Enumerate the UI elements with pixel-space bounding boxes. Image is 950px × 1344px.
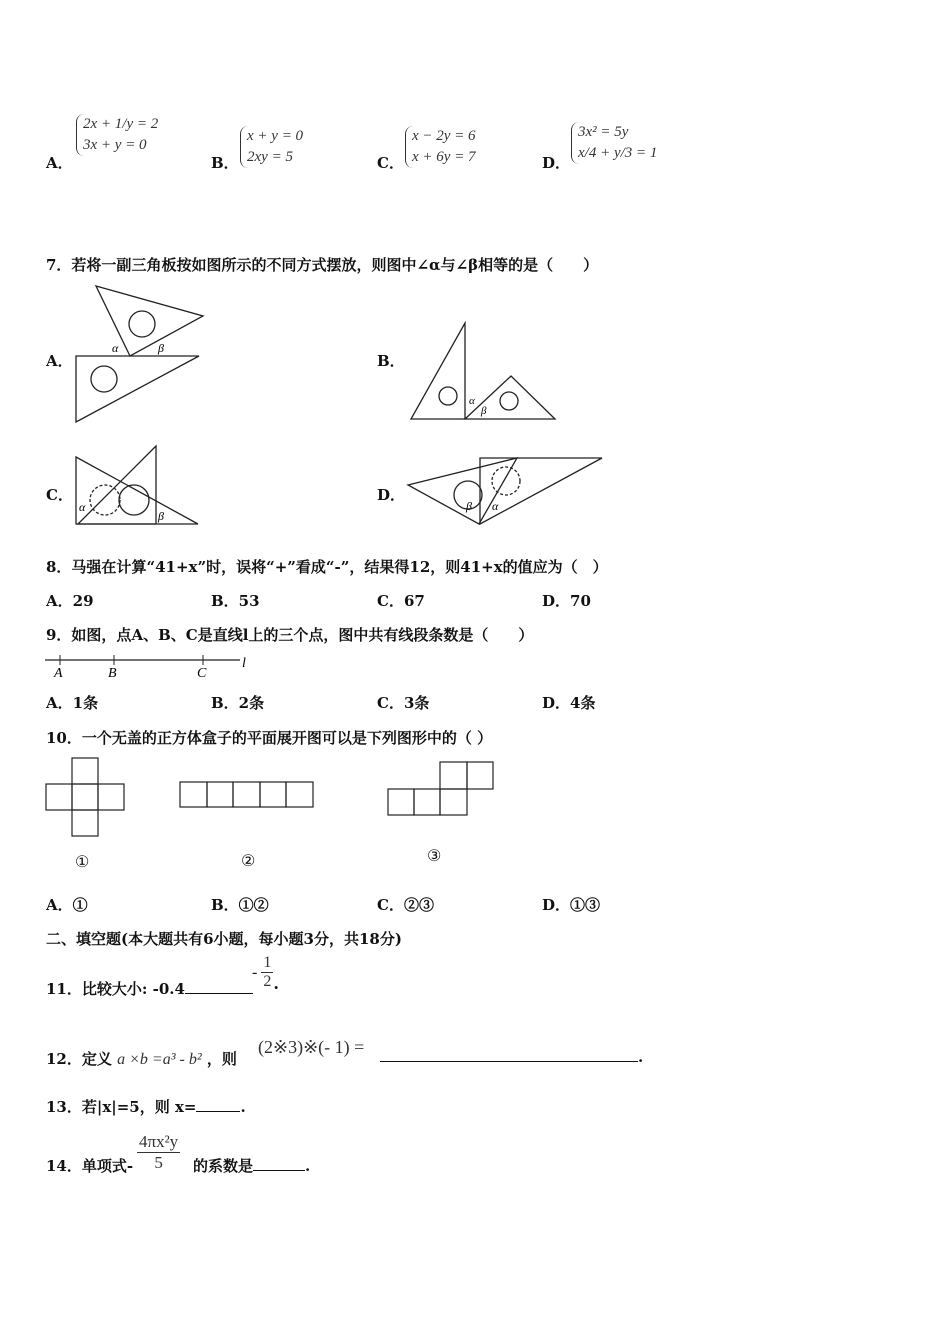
q10f1-square — [98, 784, 124, 810]
q14-suffix: 的系数是 — [193, 1157, 254, 1175]
q7b-alpha: α — [469, 395, 475, 407]
q6-option-d-label: D． — [542, 154, 571, 172]
q7-figure-a — [72, 284, 207, 426]
q6-option-a-label: A． — [46, 154, 73, 172]
q13-text: 13．若|x|=5，则 x= — [46, 1098, 197, 1116]
q7-figure-c — [72, 443, 204, 527]
q6-b-eq1: x + y = 0 — [247, 128, 304, 144]
q9-point-b: B — [108, 666, 117, 681]
q7d-circle-2 — [492, 467, 520, 495]
q14-answer-blank[interactable] — [253, 1170, 305, 1171]
q10f2-square — [180, 782, 207, 807]
q11-numerator: 1 — [263, 954, 272, 971]
q8-option-d: D．70 — [542, 592, 591, 610]
q14-end: . — [305, 1157, 311, 1175]
q12-suffix: . — [638, 1048, 644, 1066]
q7-option-c-label: C． — [46, 486, 73, 504]
q13 — [46, 1096, 246, 1117]
q13-answer-blank[interactable] — [196, 1111, 240, 1112]
q6-c-eq1: x − 2y = 6 — [412, 128, 476, 144]
q6-option-c-system — [405, 126, 476, 168]
q10f1-square — [72, 784, 98, 810]
q8-option-b: B．53 — [211, 592, 260, 610]
q14-fraction — [137, 1132, 180, 1173]
q11-denominator: 2 — [263, 973, 272, 990]
q6-d-eq1: 3x² = 5y — [578, 124, 629, 140]
q10f3-square — [467, 762, 493, 789]
q7a-circle-top — [129, 311, 155, 337]
q8-option-a: A．29 — [46, 592, 94, 610]
q7-figure-b — [405, 320, 560, 424]
q12-answer-blank[interactable] — [380, 1061, 638, 1062]
q9-option-c: C．3条 — [377, 694, 430, 712]
q10-figure-2-label: ② — [241, 851, 256, 870]
q6-option-b-system — [240, 126, 303, 168]
q10f1-square — [72, 758, 98, 784]
q7c-beta: β — [158, 509, 164, 523]
q10f2-square — [207, 782, 233, 807]
q8-stem: 8．马强在计算“41+x”时，误将“+”看成“-”，结果得12，则41+x的值应为（ ） — [46, 558, 608, 576]
q10f2-square — [233, 782, 260, 807]
q7c-circle-1 — [90, 485, 120, 515]
q7-option-d-label: D． — [377, 486, 406, 504]
q14-prefix: 14．单项式- — [46, 1157, 134, 1175]
q6-option-c-label: C． — [377, 154, 404, 172]
q9-stem: 9．如图，点A、B、C是直线l上的三个点，图中共有线段条数是（ ） — [46, 626, 534, 644]
q10-figure-3-label: ③ — [427, 846, 442, 865]
q8-option-c: C．67 — [377, 592, 425, 610]
q12-definition: a ×b =a³ - b² — [117, 1051, 202, 1068]
q9-line-figure — [44, 652, 254, 682]
q12-expression: (2※3)※(- 1) = — [258, 1037, 365, 1057]
q7d-beta: β — [466, 499, 472, 513]
q6-option-b-label: B． — [211, 154, 239, 172]
q10f3-square — [388, 789, 414, 815]
q11-suffix: . — [273, 974, 279, 993]
q7b-circle-left — [439, 387, 457, 405]
q6-c-eq2: x + 6y = 7 — [412, 149, 476, 165]
q10f1-square — [72, 810, 98, 836]
q7b-triangle-right — [465, 376, 555, 419]
q12-then: ，则 — [206, 1050, 237, 1068]
q9-point-a: A — [54, 666, 63, 681]
q7-stem: 7．若将一副三角板按如图所示的不同方式摆放，则图中∠α与∠β相等的是（ ） — [46, 256, 599, 274]
q10-option-c: C．②③ — [377, 896, 434, 914]
q6-b-eq2: 2xy = 5 — [247, 149, 293, 165]
q7-option-a-label: A． — [46, 352, 73, 370]
q14-numerator: 4πx²y — [139, 1132, 179, 1151]
q7a-circle-bottom — [91, 366, 117, 392]
q10f3-square — [414, 789, 440, 815]
q10-figure-2 — [178, 780, 316, 810]
q7b-beta: β — [481, 405, 487, 417]
q7c-triangle-2 — [76, 457, 198, 524]
q11-answer-blank[interactable] — [185, 993, 253, 994]
q14-rest — [193, 1155, 310, 1176]
q7-option-b-label: B． — [377, 352, 405, 370]
q7c-triangle-1 — [78, 446, 156, 524]
q6-option-a-system — [76, 114, 158, 156]
section-2-heading: 二、填空题(本大题共有6小题，每小题3分，共18分) — [46, 930, 402, 948]
q7c-alpha: α — [79, 500, 86, 514]
q6-option-d-system — [571, 122, 657, 164]
q11 — [46, 978, 253, 999]
q10-figure-1 — [44, 756, 128, 840]
q10-option-a: A．① — [46, 896, 88, 914]
q12-prefix: 12．定义 — [46, 1050, 112, 1068]
q10f2-square — [286, 782, 313, 807]
q7d-alpha: α — [492, 499, 499, 513]
q10-option-d: D．①③ — [542, 896, 601, 914]
q10-option-b: B．①② — [211, 896, 269, 914]
q12-answer — [380, 1048, 643, 1066]
q11-minus: - — [252, 963, 258, 981]
q9-line-label: l — [242, 656, 246, 671]
q9-point-c: C — [197, 666, 207, 681]
q9-option-a: A．1条 — [46, 694, 99, 712]
q12 — [46, 1048, 237, 1069]
q6-a-eq2: 3x + y = 0 — [83, 137, 147, 153]
q9-option-d: D．4条 — [542, 694, 596, 712]
q14-denominator: 5 — [154, 1153, 163, 1172]
q9-option-b: B．2条 — [211, 694, 265, 712]
q10f2-square — [260, 782, 286, 807]
q7b-triangle-left — [411, 323, 465, 419]
q10f3-square — [440, 789, 467, 815]
q10-figure-3 — [386, 760, 498, 818]
q10f3-square — [440, 762, 467, 789]
q7a-beta: β — [158, 341, 164, 355]
q7b-circle-right — [500, 392, 518, 410]
q11-fraction — [252, 954, 279, 993]
q13-suffix: . — [240, 1098, 246, 1116]
q7-figure-d — [404, 452, 608, 528]
q6-d-eq2: x/4 + y/3 = 1 — [578, 145, 658, 161]
q7a-triangle-bottom — [76, 356, 199, 422]
q6-a-eq1: 2x + 1/y = 2 — [83, 116, 159, 132]
q10-stem: 10．一个无盖的正方体盒子的平面展开图可以是下列图形中的（ ） — [46, 729, 493, 747]
q10-figure-1-label: ① — [75, 852, 90, 871]
q11-prefix: 11．比较大小: -0.4 — [46, 980, 185, 998]
q7a-alpha: α — [112, 341, 119, 355]
q10f1-square — [46, 784, 72, 810]
